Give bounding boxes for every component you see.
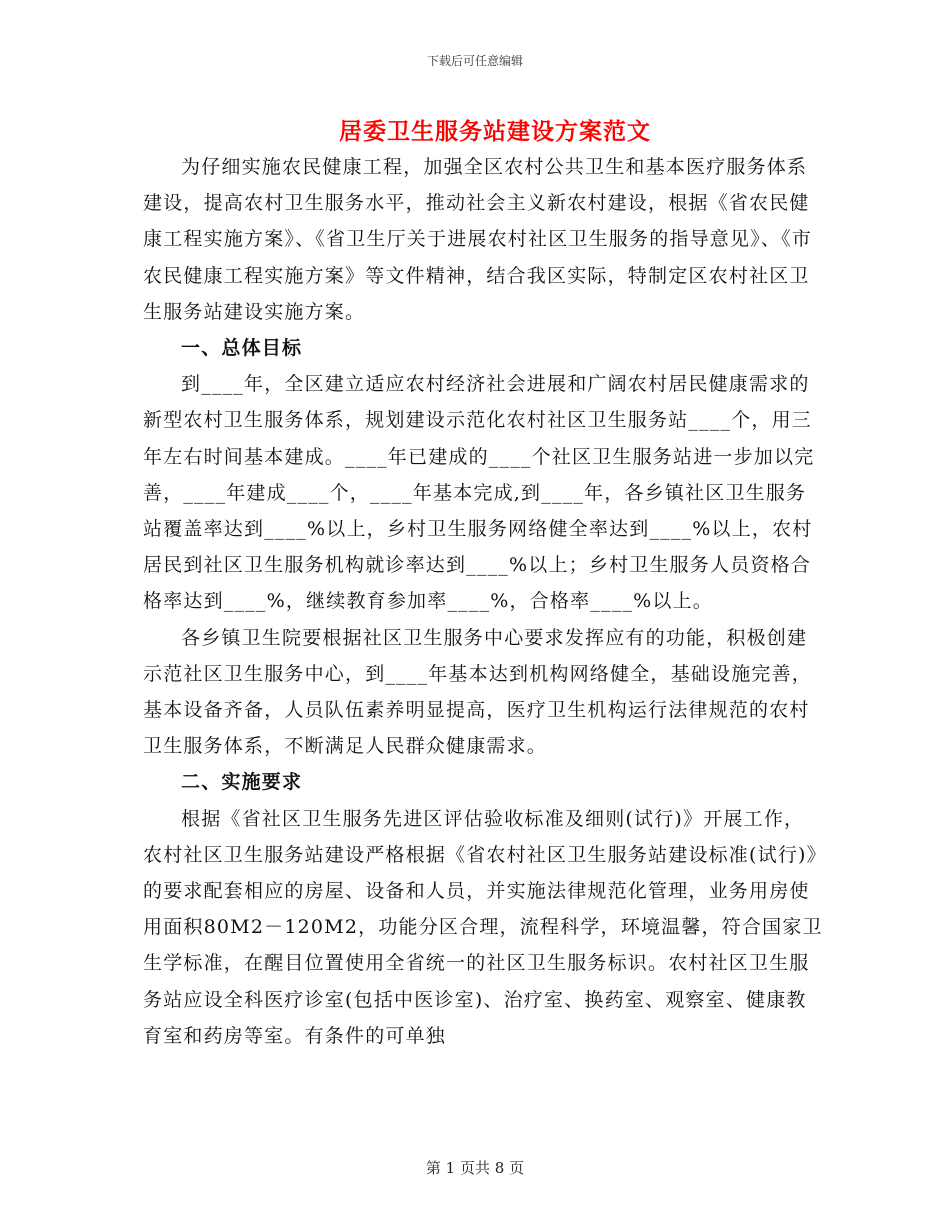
requirements-paragraph-1: 根据《省社区卫生服务先进区评估验收标准及细则(试行)》开展工作，农村社区卫生服务站建设严格根据《省农村社区卫生服务站建设标准(试行)》的要求配套相应的房屋、设备和人员，并实施法律规范化管理，业务用房使用面积80M2－120M2，功能分区合理，流程科学，环境温馨，符合国家卫生学标准，在醒目位置使用全省统一的社区卫生服务标识。农村社区卫生服务站应设全科医疗诊室(包括中医诊室)、治疗室、换药室、观察室、健康教育室和药房等室。有条件的可单独 [143, 807, 823, 1047]
goals-paragraph-1: 到____年，全区建立适应农村经济社会进展和广阔农村居民健康需求的新型农村卫生服务体系，规划建设示范化农村社区卫生服务站____个，用三年左右时间基本建成。____年已建成的____个社区卫生服务站进一步加以完善，____年建成____个，____年基本完成,到____年，各乡镇社区卫生服务站覆盖率达到____%以上，乡村卫生服务网络健全率达到____%以上，农村居民到社区卫生服务机构就诊率达到____%以上；乡村卫生服务人员资格合格率达到____%，继续教育参加率____%，合格率____%以上。 [143, 373, 815, 613]
page-footer-number: 第 1 页共 8 页 [425, 1159, 525, 1177]
intro-paragraph: 为仔细实施农民健康工程，加强全区农村公共卫生和基本医疗服务体系建设，提高农村卫生服务水平，推动社会主义新农村建设，根据《省农民健康工程实施方案》、《省卫生厅关于进展农村社区卫生服务的指导意见》、《市农民健康工程实施方案》等文件精神，结合我区实际，特制定区农村社区卫生服务站建设实施方案。 [143, 156, 813, 323]
document-title: 居委卫生服务站建设方案范文 [339, 118, 651, 145]
goals-paragraph-2: 各乡镇卫生院要根据社区卫生服务中心要求发挥应有的功能，积极创建示范社区卫生服务中心，到____年基本达到机构网络健全，基础设施完善，基本设备齐备，人员队伍素养明显提高，医疗卫生机构运行法律规范的农村卫生服务体系，不断满足人民群众健康需求。 [143, 626, 813, 758]
section-heading-requirements: 二、实施要求 [181, 771, 303, 794]
section-heading-goals: 一、总体目标 [181, 337, 303, 360]
page-header-note: 下载后可任意编辑 [426, 54, 523, 68]
document-body [143, 149, 823, 1054]
